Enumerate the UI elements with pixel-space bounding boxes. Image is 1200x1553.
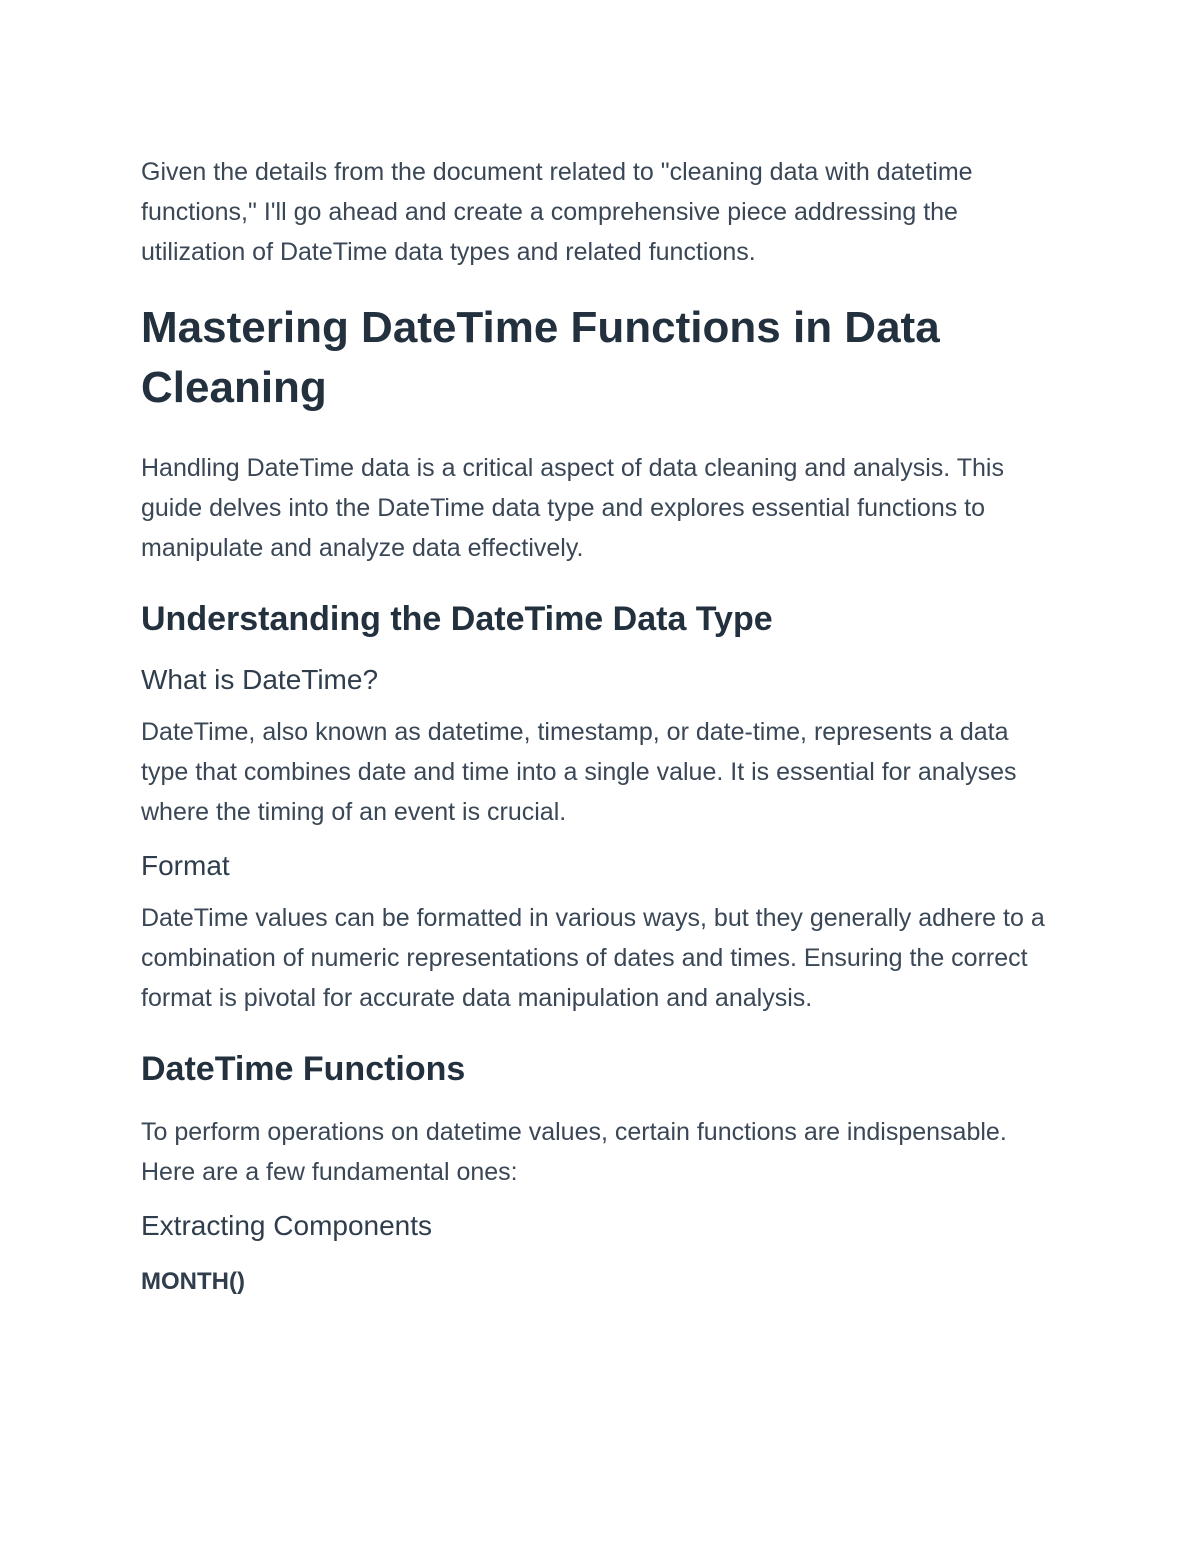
subheading-what-is-datetime: What is DateTime?	[141, 664, 379, 695]
function-name-month: MONTH()	[141, 1268, 245, 1295]
document-title: Mastering DateTime Functions in Data Cleaning	[141, 303, 940, 412]
section-heading-datetime-type: Understanding the DateTime Data Type	[141, 600, 773, 638]
what-is-datetime-paragraph: DateTime, also known as datetime, timestamp, or date-time, represents a data type that combines date and time into a single value. It is essential for analyses where the timing of an event is crucial.	[141, 718, 1017, 826]
subheading-format: Format	[141, 850, 230, 881]
functions-paragraph: To perform operations on datetime values, certain functions are indispensable. Here are a few fundamental ones:	[141, 1118, 1007, 1186]
intro-paragraph: Given the details from the document related to "cleaning data with datetime functions," I'll go ahead and create a comprehensive piece addressing the utilization of DateTime data types and related functions.	[141, 158, 973, 266]
document-page	[141, 152, 1051, 1298]
format-paragraph: DateTime values can be formatted in various ways, but they generally adhere to a combination of numeric representations of dates and times. Ensuring the correct format is pivotal for accurate data manipulation and analysis.	[141, 904, 1045, 1012]
subheading-extracting-components: Extracting Components	[141, 1210, 433, 1241]
section-heading-datetime-functions: DateTime Functions	[141, 1050, 466, 1088]
lead-paragraph: Handling DateTime data is a critical aspect of data cleaning and analysis. This guide delves into the DateTime data type and explores essential functions to manipulate and analyze data effectively.	[141, 454, 1004, 562]
